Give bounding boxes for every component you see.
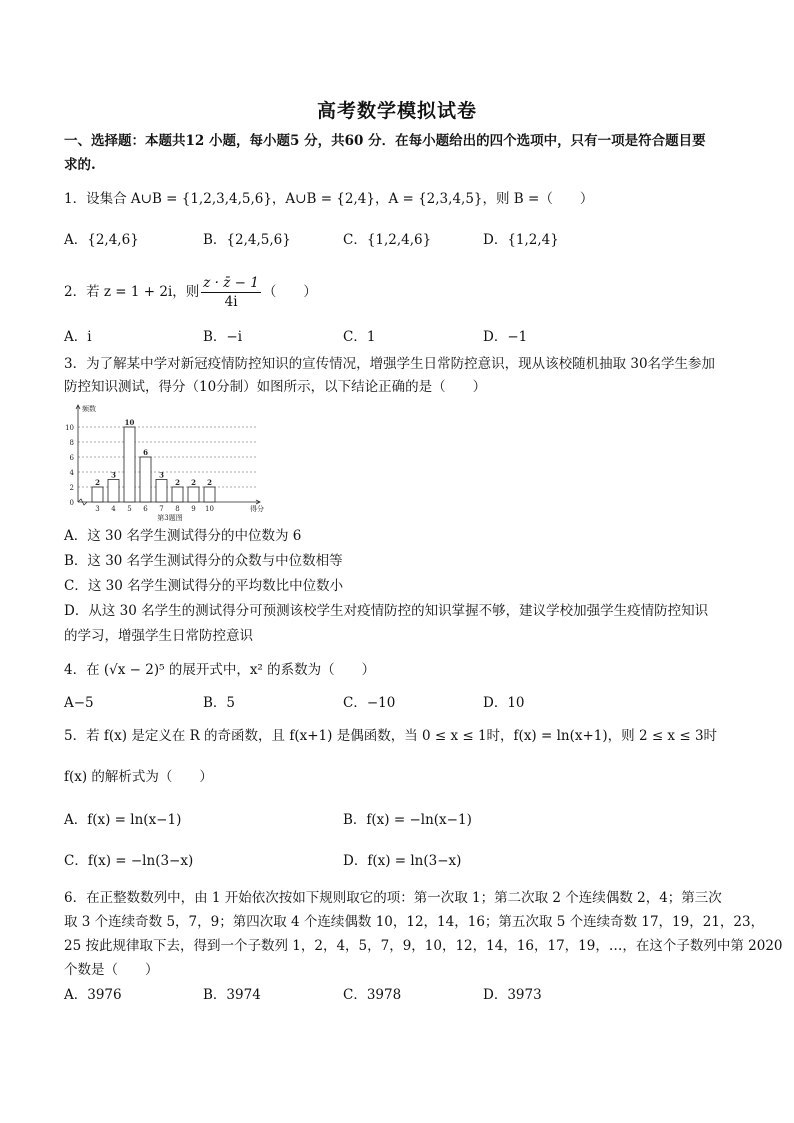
q2-option-d: D．−1 bbox=[483, 329, 528, 345]
bar bbox=[188, 487, 199, 502]
bar-data-label: 2 bbox=[95, 478, 100, 487]
q2-stem-pre: 2．若 z = 1 + 2i，则 bbox=[64, 284, 200, 300]
q4-option-a: A−5 bbox=[64, 695, 94, 711]
q2-stem-post: （ ） bbox=[262, 284, 317, 300]
q3-stem-line1: 3．为了解某中学对新冠疫情防控知识的宣传情况，增强学生日常防控意识，现从该校随机抽取 30名学生参加 bbox=[64, 356, 716, 372]
q3-stem-line2: 防控知识测试，得分（10分制）如图所示，以下结论正确的是（ ） bbox=[64, 379, 487, 395]
q1-option-b: B．{2,4,5,6} bbox=[203, 232, 291, 248]
q6-stem-line3: 25 按此规律取下去，得到一个子数列 1，2，4，5，7，9，10，12，14，16，17，19，…，在这个子数列中第 2020 bbox=[64, 938, 783, 954]
q2-stem bbox=[64, 274, 734, 311]
bar bbox=[172, 487, 183, 502]
q2-fraction bbox=[201, 274, 261, 311]
bar-data-label: 2 bbox=[207, 478, 212, 487]
q5-option-c: C．f(x) = −ln(3−x) bbox=[64, 853, 194, 869]
bar-data-label: 10 bbox=[124, 418, 135, 427]
q1-option-d: D．{1,2,4} bbox=[483, 232, 559, 248]
bar-data-label: 6 bbox=[143, 448, 148, 457]
y-tick-label: 8 bbox=[69, 439, 74, 447]
bar-data-label: 2 bbox=[191, 478, 196, 487]
q2-option-b: B．−i bbox=[203, 329, 243, 345]
y-tick-label: 4 bbox=[69, 469, 74, 477]
x-tick-label: 8 bbox=[175, 505, 180, 513]
q6-option-c: C．3978 bbox=[343, 987, 402, 1003]
y-tick-label: 10 bbox=[65, 424, 74, 432]
bar bbox=[204, 487, 215, 502]
q1-option-c: C．{1,2,4,6} bbox=[343, 232, 432, 248]
x-axis-label: 得分 bbox=[250, 505, 264, 513]
q2-option-c: C．1 bbox=[343, 329, 376, 345]
q1-stem: 1．设集合 A∪B = {1,2,3,4,5,6}，A∪B = {2,4}，A = {2,3,4,5}，则 B =（ ） bbox=[64, 191, 594, 207]
q6-stem-line1: 6．在正整数数列中，由 1 开始依次按如下规则取它的项：第一次取 1；第二次取 2 个连续偶数 2，4；第三次 bbox=[64, 890, 722, 906]
y-tick-label: 2 bbox=[69, 484, 74, 492]
q2-fraction-numerator: z · z̄ − 1 bbox=[203, 275, 259, 291]
q3-option-c: C．这 30 名学生测试得分的平均数比中位数小 bbox=[64, 578, 344, 594]
bar bbox=[124, 427, 135, 502]
bar bbox=[140, 457, 151, 502]
q4-option-c: C．−10 bbox=[343, 695, 396, 711]
q3-histogram-chart bbox=[60, 404, 270, 522]
q6-option-a: A．3976 bbox=[64, 987, 122, 1003]
q1-option-a: A．{2,4,6} bbox=[64, 232, 139, 248]
q5-option-b: B．f(x) = −ln(x−1) bbox=[343, 812, 472, 828]
y-axis-label: 频数 bbox=[82, 405, 96, 413]
q6-option-b: B．3974 bbox=[203, 987, 261, 1003]
x-tick-label: 7 bbox=[159, 505, 164, 513]
bar-data-label: 3 bbox=[111, 470, 116, 480]
q6-option-d: D．3973 bbox=[483, 987, 542, 1003]
q2-option-a: A．i bbox=[64, 329, 92, 345]
section-instructions-line1: 一、选择题：本题共12 小题，每小题5 分，共60 分．在每小题给出的四个选项中，只有一项是符合题目要 bbox=[64, 133, 706, 149]
x-tick-label: 3 bbox=[95, 505, 100, 513]
x-tick-label: 5 bbox=[127, 505, 132, 513]
q5-stem-line2: f(x) 的解析式为（ ） bbox=[64, 769, 213, 785]
bar bbox=[156, 480, 167, 503]
q4-option-b: B．5 bbox=[203, 695, 236, 711]
section-instructions-line2: 求的. bbox=[64, 157, 96, 173]
chart-caption: 第3题图 bbox=[157, 514, 183, 522]
q3-option-b: B．这 30 名学生测试得分的众数与中位数相等 bbox=[64, 553, 343, 569]
page-title: 高考数学模拟试卷 bbox=[316, 100, 477, 122]
q3-option-a: A．这 30 名学生测试得分的中位数为 6 bbox=[64, 528, 302, 544]
q5-option-a: A．f(x) = ln(x−1) bbox=[64, 812, 182, 828]
q4-option-d: D．10 bbox=[483, 695, 525, 711]
q5-option-d: D．f(x) = ln(3−x) bbox=[343, 853, 462, 869]
bar bbox=[92, 487, 103, 502]
q5-stem-line1: 5．若 f(x) 是定义在 R 的奇函数，且 f(x+1) 是偶函数，当 0 ≤ x ≤ 1时，f(x) = ln(x+1)，则 2 ≤ x ≤ 3时 bbox=[64, 728, 718, 744]
y-tick-label: 6 bbox=[69, 454, 74, 462]
q6-stem-line4: 个数是（ ） bbox=[64, 962, 159, 978]
q4-stem: 4．在 (√x − 2)⁵ 的展开式中，x² 的系数为（ ） bbox=[64, 662, 376, 678]
x-tick-label: 4 bbox=[111, 505, 116, 513]
bar-data-label: 2 bbox=[175, 478, 180, 487]
q3-option-d-continued: 的学习，增强学生日常防控意识 bbox=[64, 628, 253, 644]
x-tick-label: 10 bbox=[205, 505, 214, 513]
q6-stem-line2: 取 3 个连续奇数 5，7，9；第四次取 4 个连续偶数 10，12，14，16；第五次取 5 个连续奇数 17，19，21，23， bbox=[64, 914, 765, 930]
q2-fraction-denominator: 4i bbox=[224, 294, 238, 310]
bar-data-label: 3 bbox=[159, 470, 164, 480]
y-tick-label: 0 bbox=[69, 499, 74, 507]
q3-option-d: D．从这 30 名学生的测试得分可预测该校学生对疫情防控的知识掌握不够，建议学校加强学生疫情防控知识 bbox=[64, 603, 709, 619]
x-tick-label: 9 bbox=[191, 505, 196, 513]
bar bbox=[108, 480, 119, 503]
x-tick-label: 6 bbox=[143, 505, 148, 513]
